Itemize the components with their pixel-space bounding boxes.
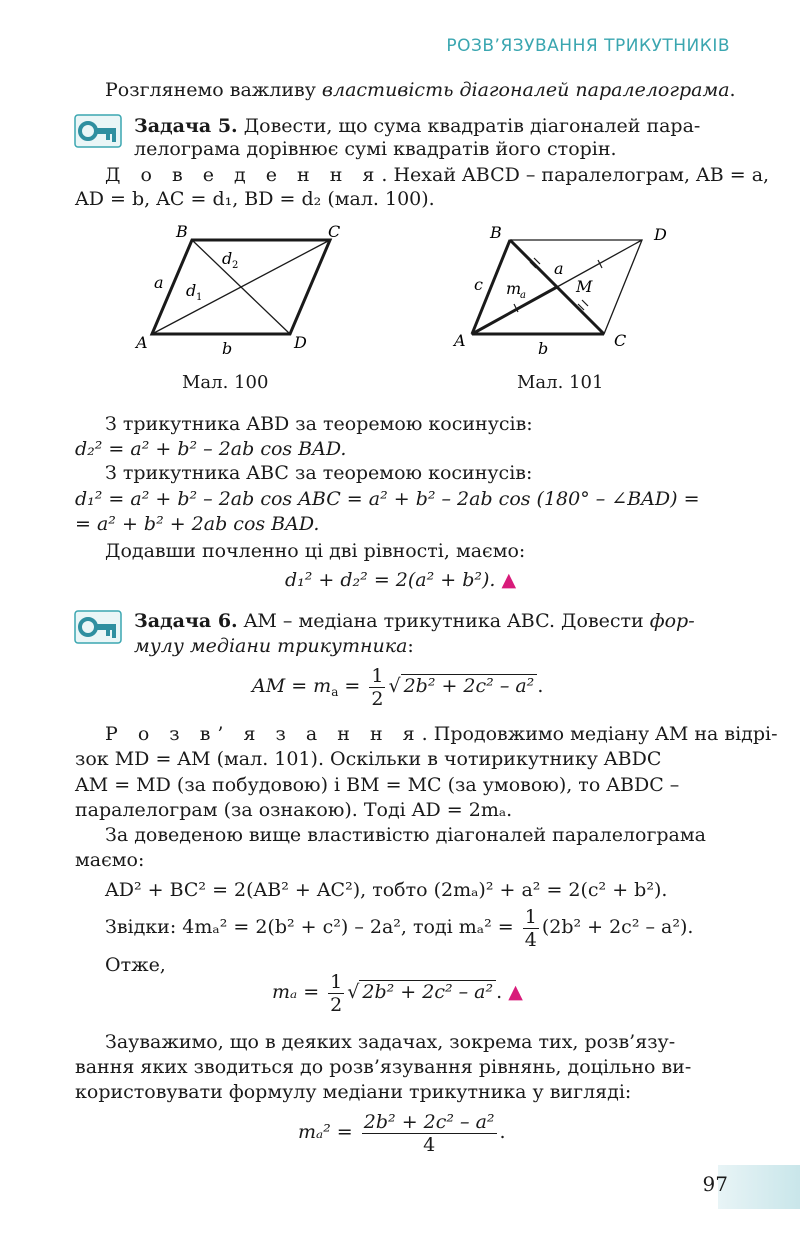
running-header: РОЗВ’ЯЗУВАННЯ ТРИКУТНИКІВ	[446, 36, 730, 56]
diag-d1-sub: 1	[196, 292, 203, 303]
diag-d1-label: d	[186, 281, 197, 300]
key-icon	[74, 610, 122, 644]
tick-mc-2	[582, 300, 588, 306]
derivation-line2: d₂² = a² + b² – 2ab cos BAD.	[75, 438, 347, 460]
task5-proof-line2: AD = b, AC = d₁, BD = d₂ (мал. 100).	[75, 188, 435, 210]
solution-line2: зок MD = AM (мал. 101). Оскільки в чотирикутнику ABDC	[75, 748, 662, 770]
side-b-label: b	[222, 339, 233, 358]
derivation-result: d₁² + d₂² = 2(a² + b²). ▲	[285, 569, 517, 591]
vertex-b: B	[176, 222, 188, 241]
solution-line5: За доведеною вище властивістю діагоналей паралелограма	[105, 824, 706, 846]
task5-line2: лелограма дорівнює сумі квадратів його сторін.	[134, 138, 617, 160]
task6-line2: мулу медіани трикутника:	[134, 635, 414, 657]
side-a-label: a	[154, 273, 164, 292]
solution-line1: Р о з в’ я з а н н я. Продовжимо медіану AM на відрі-	[105, 723, 778, 745]
vertex-d: D	[294, 333, 307, 352]
vertex-d: D	[654, 225, 667, 244]
median-m-label: m	[506, 279, 522, 298]
task5-proof-line1: Д о в е д е н н я. Нехай ABCD – паралелограм, AB = a,	[105, 164, 770, 186]
solution-line3: AM = MD (за побудовою) і BM = MC (за умовою), то ABDC –	[75, 774, 680, 796]
derivation-line5: = a² + b² + 2ab cos BAD.	[75, 513, 320, 535]
caption-fig101: Мал. 101	[517, 372, 604, 393]
remark-line1: Зауважимо, що в деяких задачах, зокрема тих, розв’язу-	[105, 1031, 676, 1053]
vertex-c: C	[328, 222, 341, 241]
derivation-line4: d₁² = a² + b² – 2ab cos ABC = a² + b² – 2ab cos (180° – ∠BAD) =	[75, 488, 700, 510]
diagonal-bd	[192, 240, 290, 334]
page-number-band	[718, 1165, 800, 1209]
side-c-label: c	[474, 275, 483, 294]
end-of-proof-icon: ▲	[508, 981, 523, 1003]
end-of-proof-icon: ▲	[501, 569, 517, 591]
vertex-b: B	[490, 223, 502, 242]
fraction: $\frac{\text{2b² + 2c² – a²}}{4}$	[363, 1110, 495, 1156]
diag-d2-label: d	[222, 249, 233, 268]
point-m: M	[576, 277, 593, 296]
page-number: 97	[702, 1172, 728, 1196]
derivation-line3: З трикутника ABC за теоремою косинусів:	[105, 462, 533, 484]
derivation-line6: Додавши почленно ці дві рівності, маємо:	[105, 540, 526, 562]
solution-line4: паралелограм (за ознакою). Тоді AD = 2mₐ.	[75, 799, 513, 821]
figure-101-median	[450, 218, 690, 368]
task5-line1: Задача 5. Довести, що сума квадратів діагоналей пара-	[134, 115, 701, 137]
caption-fig100: Мал. 100	[182, 372, 269, 393]
remark-formula: mₐ² = $\frac{\text{2b² + 2c² – a²}}{4}$ .	[298, 1110, 506, 1156]
fraction: $\frac{1}{2}$	[371, 664, 384, 710]
side-b-label: b	[538, 339, 549, 358]
median-formula: AM = $m_a$ = $\frac{1}{2}$ √ 2b² + 2c² – a² .	[252, 664, 544, 710]
solution-line7: AD² + BC² = 2(AB² + AC²), тобто (2mₐ)² + a² = 2(c² + b²).	[105, 879, 668, 901]
vertex-a: A	[136, 333, 148, 352]
fraction: $\frac{1}{2}$	[330, 970, 343, 1016]
task6-line1: Задача 6. AM – медіана трикутника ABC. Довести фор-	[134, 610, 695, 632]
solution-line8: Звідки: 4mₐ² = 2(b² + c²) – 2a², тоді mₐ² = $\frac{1}{4}$ (2b² + 2c² – a²).	[105, 905, 694, 951]
solution-line6: маємо:	[75, 849, 145, 871]
side-a-label: a	[554, 259, 564, 278]
remark-line2: вання яких зводиться до розв’язування рівнянь, доцільно ви-	[75, 1056, 692, 1078]
remark-line3: користовувати формулу медіани трикутника у вигляді:	[75, 1081, 632, 1103]
key-icon	[74, 114, 122, 148]
figure-100-parallelogram	[130, 218, 360, 368]
derivation-line1: З трикутника ABD за теоремою косинусів:	[105, 413, 533, 435]
vertex-a: A	[454, 331, 466, 350]
solution-final-formula: mₐ = $\frac{1}{2}$ √ 2b² + 2c² – a² . ▲	[272, 970, 523, 1016]
vertex-c: C	[614, 331, 627, 350]
solution-line9: Отже,	[105, 954, 166, 976]
intro-paragraph: Розглянемо важливу властивість діагоналей паралелограма.	[105, 79, 736, 101]
fraction: $\frac{1}{4}$	[524, 905, 537, 951]
diag-d2-sub: 2	[232, 260, 239, 271]
median-m-sub: a	[520, 290, 526, 301]
